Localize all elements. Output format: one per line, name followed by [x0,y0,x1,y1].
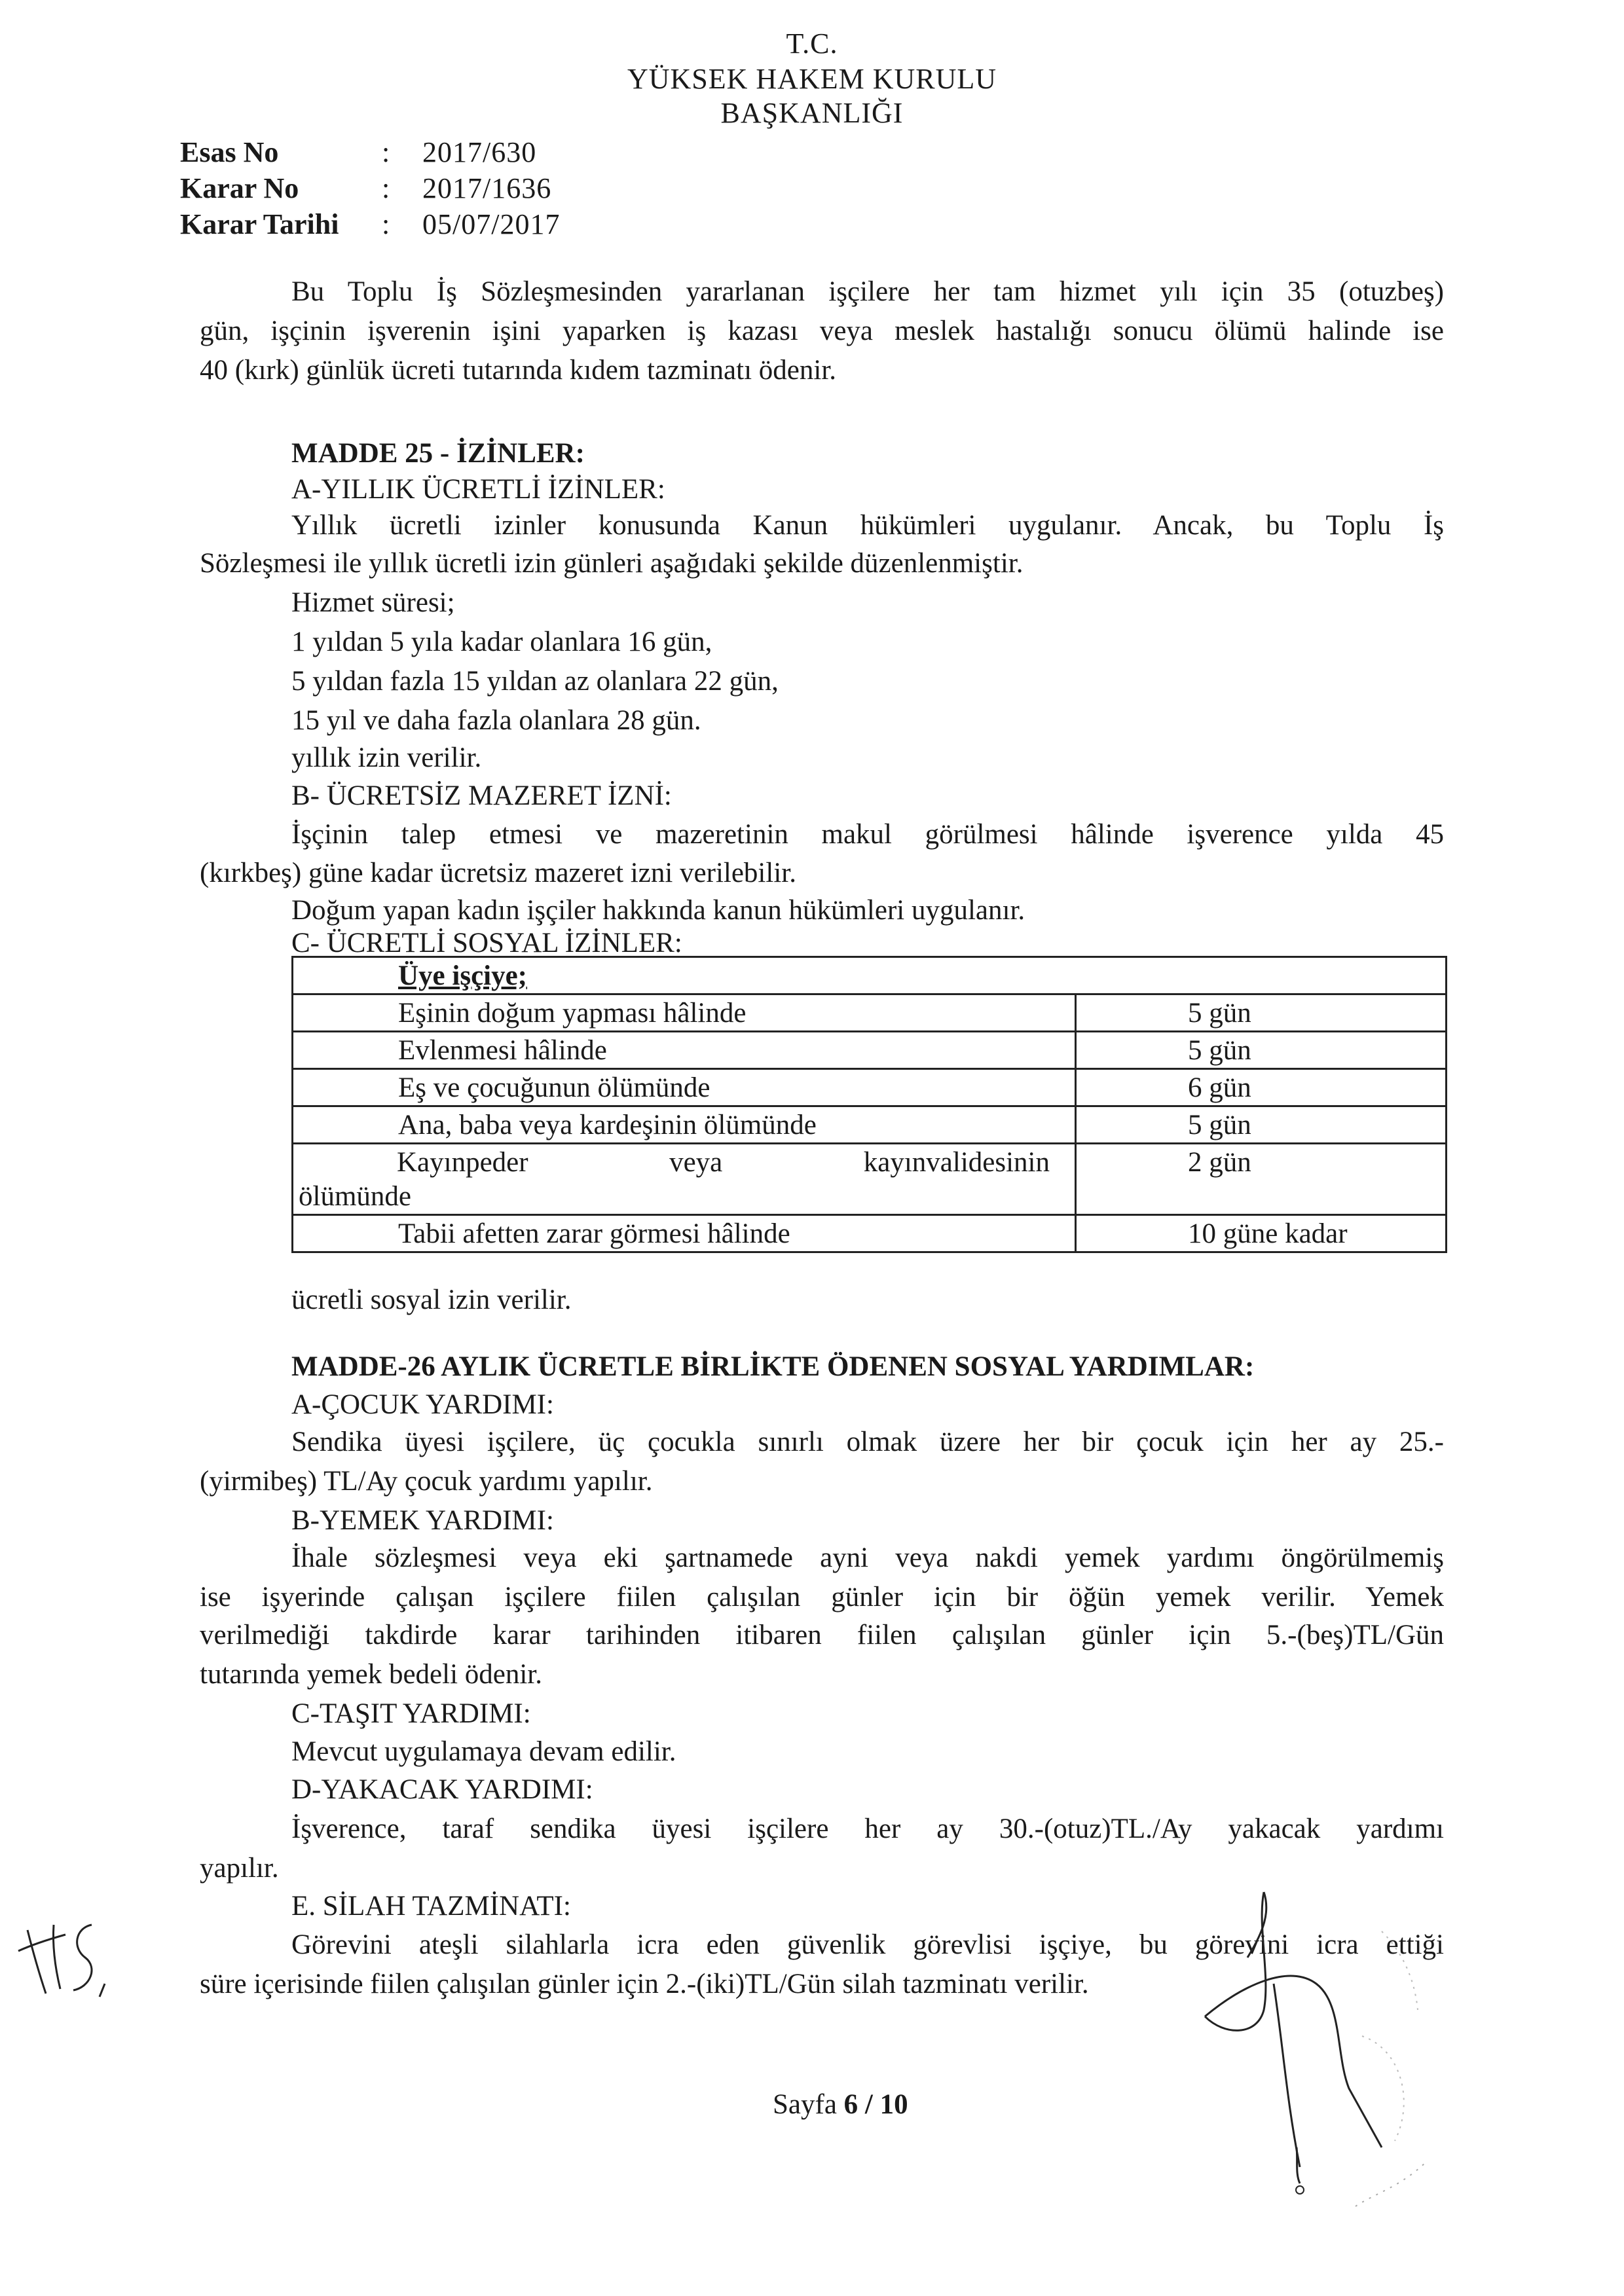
madde26-c-p1: Mevcut uygulamaya devam edilir. [291,1736,676,1767]
row-reason: Eş ve çocuğunun ölümünde [293,1069,1076,1106]
row-days: 5 gün [1076,1032,1447,1069]
madde26-d-title: D-YAKACAK YARDIMI: [291,1774,593,1805]
madde26-b-p1: İhale sözleşmesi veya eki şartnamede ayni veya nakdi yemek yardımı öngörülmemiş [291,1542,1444,1573]
izin-line-4: yıllık izin verilir. [291,742,482,773]
row-reason: Ana, baba veya kardeşinin ölümünde [293,1106,1076,1144]
karar-value: 2017/1636 [422,172,552,204]
madde25-c-after: ücretli sosyal izin verilir. [291,1285,572,1315]
karar-colon: : [382,172,390,204]
madde26-b-p2: ise işyerinde çalışan işçilere fiilen çalışılan günler için bir öğün yemek verilir. Yemek [200,1582,1444,1613]
header-tc: T.C. [786,27,838,60]
madde26-a-p1: Sendika üyesi işçilere, üç çocukla sınırlı olmak üzere her bir çocuk için her ay 25.- [291,1427,1444,1457]
row-days: 2 gün [1076,1144,1447,1215]
table-row [293,1032,1447,1069]
table-header-row [293,957,1447,994]
madde25-b-p1: İşçinin talep etmesi ve mazeretinin makul görülmesi hâlinde işverence yılda 45 [291,819,1444,850]
page-number-value: 6 / 10 [843,2089,908,2120]
row-reason-word: veya [669,1147,723,1178]
row-reason-multiline [293,1144,1076,1215]
row-reason-line: ölümünde [299,1181,411,1212]
madde26-b-p4: tutarında yemek bedeli ödenir. [200,1659,542,1690]
row-days: 5 gün [1076,994,1447,1032]
izin-line-3: 15 yıl ve daha fazla olanlara 28 gün. [291,705,701,736]
handwritten-initials [13,1912,111,2003]
madde26-e-p2: süre içerisinde fiilen çalışılan günler için 2.-(iki)TL/Gün silah tazminatı verilir. [200,1969,1089,1999]
table-row [293,1106,1447,1144]
esas-colon: : [382,136,390,168]
signature [1166,1886,1572,2226]
madde26-e-p1: Görevini ateşli silahlarla icra eden güvenlik görevlisi işçiye, bu görevini icra ettiği [291,1929,1444,1960]
page-number-prefix: Sayfa [773,2089,837,2120]
row-reason: Eşinin doğum yapması hâlinde [293,994,1076,1032]
table-row [293,1215,1447,1252]
madde25-c-title: C- ÜCRETLİ SOSYAL İZİNLER: [291,928,682,958]
madde25-a-p2: Sözleşmesi ile yıllık ücretli izin günleri aşağıdaki şekilde düzenlenmiştir. [200,548,1024,579]
row-reason: Tabii afetten zarar görmesi hâlinde [293,1215,1076,1252]
esas-label: Esas No [180,136,279,168]
madde25-a-p1: Yıllık ücretli izinler konusunda Kanun hükümleri uygulanır. Ancak, bu Toplu İş [291,510,1444,541]
madde26-b-title: B-YEMEK YARDIMI: [291,1505,554,1536]
row-reason-word: kayınvalidesinin [863,1147,1050,1178]
table-header-cell: Üye işçiye; [293,957,1447,994]
row-days: 5 gün [1076,1106,1447,1144]
madde26-d-p2: yapılır. [200,1853,279,1884]
row-reason: Evlenmesi hâlinde [293,1032,1076,1069]
esas-value: 2017/630 [422,136,537,168]
tarih-label: Karar Tarihi [180,208,339,240]
header-office: BAŞKANLIĞI [720,97,904,129]
madde25-a-title: A-YILLIK ÜCRETLİ İZİNLER: [291,474,665,505]
karar-label: Karar No [180,172,299,204]
table-row [293,1069,1447,1106]
madde25-b-title: B- ÜCRETSİZ MAZERET İZNİ: [291,780,672,811]
madde26-c-title: C-TAŞIT YARDIMI: [291,1698,531,1729]
madde25-b-p3: Doğum yapan kadın işçiler hakkında kanun hükümleri uygulanır. [291,895,1025,926]
madde26-title: MADDE-26 AYLIK ÜCRETLE BİRLİKTE ÖDENEN SOSYAL YARDIMLAR: [291,1351,1255,1382]
madde26-a-p2: (yirmibeş) TL/Ay çocuk yardımı yapılır. [200,1466,653,1497]
intro-line-1: Bu Toplu İş Sözleşmesinden yararlanan işçilere her tam hizmet yılı için 35 (otuzbeş) [291,276,1444,307]
sosyal-izin-table [291,956,1447,1253]
izin-line-1: 1 yıldan 5 yıla kadar olanlara 16 gün, [291,627,712,657]
tarih-value: 05/07/2017 [422,208,561,240]
header-institution: YÜKSEK HAKEM KURULU [627,63,997,95]
madde26-b-p3: verilmediği takdirde karar tarihinden itibaren fiilen çalışılan günler için 5.-(beş)TL/Gün [200,1620,1444,1650]
madde26-a-title: A-ÇOCUK YARDIMI: [291,1389,554,1420]
izin-line-2: 5 yıldan fazla 15 yıldan az olanlara 22 gün, [291,666,779,697]
row-reason-word: Kayınpeder [397,1147,528,1178]
row-days: 10 güne kadar [1076,1215,1447,1252]
madde25-title: MADDE 25 - İZİNLER: [291,438,585,469]
table-row [293,1144,1447,1215]
tarih-colon: : [382,208,390,240]
madde25-b-p2: (kırkbeş) güne kadar ücretsiz mazeret izni verilebilir. [200,858,796,888]
hizmet-suresi: Hizmet süresi; [291,587,455,618]
intro-line-2: gün, işçinin işverenin işini yaparken iş kazası veya meslek hastalığı sonucu ölümü halinde ise [200,316,1444,346]
madde26-d-p1: İşverence, taraf sendika üyesi işçilere her ay 30.-(otuz)TL./Ay yakacak yardımı [291,1813,1444,1844]
intro-line-3: 40 (kırk) günlük ücreti tutarında kıdem tazminatı ödenir. [200,355,837,386]
row-days: 6 gün [1076,1069,1447,1106]
row-reason-line [299,1146,1069,1180]
page-number [773,2087,908,2123]
madde26-e-title: E. SİLAH TAZMİNATI: [291,1891,571,1922]
table-row [293,994,1447,1032]
